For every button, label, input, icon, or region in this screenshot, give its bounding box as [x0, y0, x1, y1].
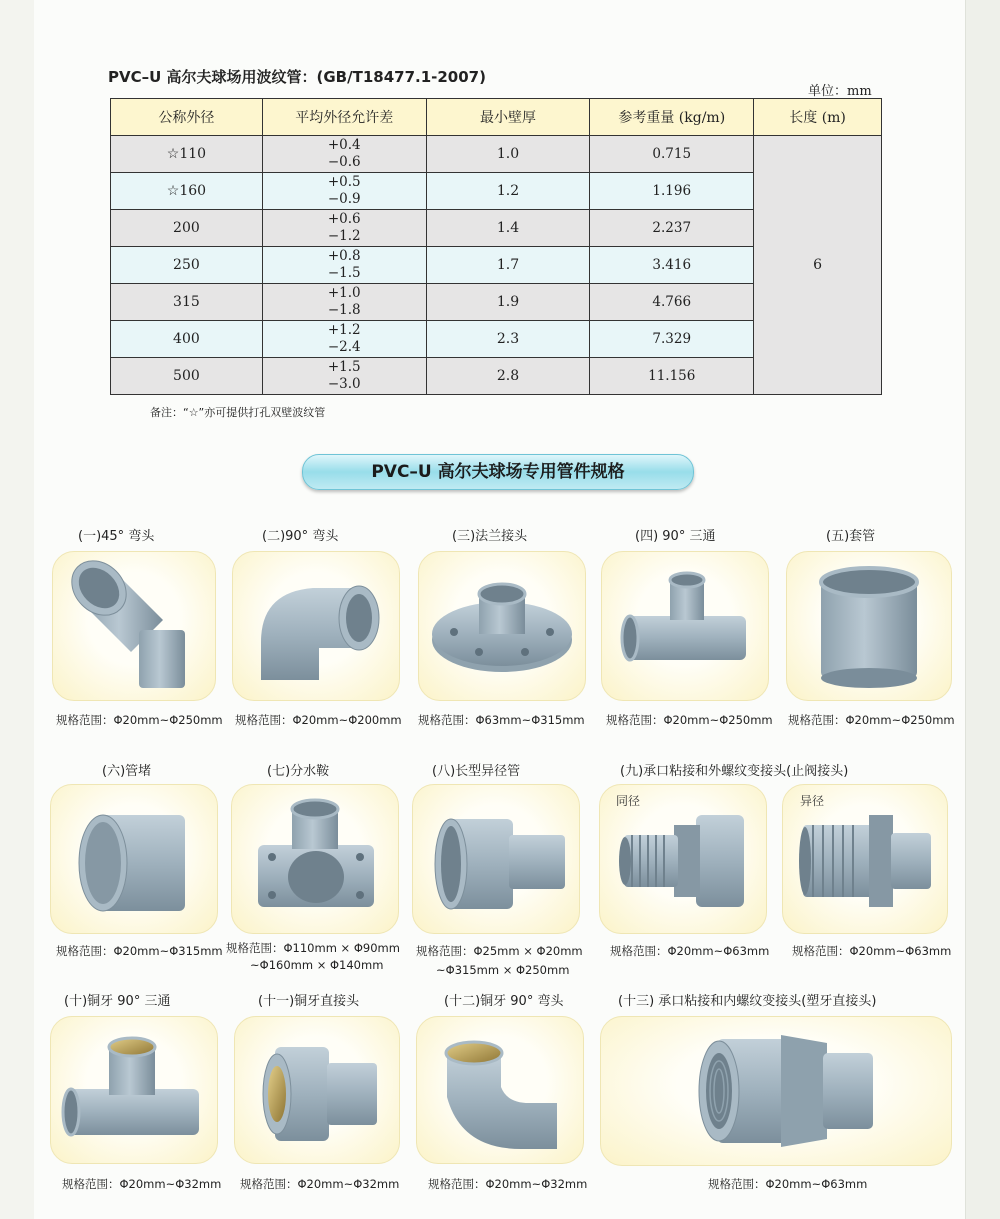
female-adapter-icon — [601, 1017, 951, 1165]
caption-brass-coupling: (十一)铜牙直接头 — [258, 994, 360, 1009]
caption-saddle: (七)分水鞍 — [267, 764, 330, 779]
photo-pipe-cap — [50, 784, 218, 934]
cell-weight: 1.196 — [590, 173, 754, 210]
caption-45-elbow: (一)45° 弯头 — [78, 529, 155, 544]
col-header: 长度 (m) — [754, 99, 882, 136]
cell-wall: 2.8 — [426, 358, 590, 395]
col-header: 参考重量 (kg/m) — [590, 99, 754, 136]
brass-tee-icon — [51, 1017, 217, 1163]
range-90-tee: 规格范围：Φ20mm~Φ250mm — [606, 713, 773, 727]
photo-brass-coupling — [234, 1016, 400, 1164]
table-header-row — [111, 99, 882, 136]
range-male-adapter-same: 规格范围：Φ20mm~Φ63mm — [610, 944, 770, 958]
caption-cap: (六)管堵 — [102, 764, 152, 779]
cell-tolerance: +0.4 −0.6 — [262, 136, 426, 173]
page-right-edge — [965, 0, 1000, 1219]
cell-tolerance: +0.6 −1.2 — [262, 210, 426, 247]
caption-brass-tee: (十)铜牙 90° 三通 — [64, 994, 171, 1009]
cell-diameter: 250 — [111, 247, 263, 284]
flange-icon — [419, 552, 585, 700]
table-row — [111, 136, 882, 173]
photo-90-elbow — [232, 551, 400, 701]
subcaption-reduced-diameter: 异径 — [800, 794, 825, 808]
cell-weight: 0.715 — [590, 136, 754, 173]
cell-wall: 1.2 — [426, 173, 590, 210]
elbow-90-icon — [233, 552, 399, 700]
tee-90-icon — [602, 552, 768, 700]
cell-weight: 2.237 — [590, 210, 754, 247]
cell-diameter: ☆160 — [111, 173, 263, 210]
table-note: 备注：“☆”亦可提供打孔双壁波纹管 — [150, 406, 326, 419]
cell-tolerance: +1.2 −2.4 — [262, 321, 426, 358]
cell-diameter: 500 — [111, 358, 263, 395]
cell-diameter: ☆110 — [111, 136, 263, 173]
range-saddle-2: ~Φ160mm × Φ140mm — [250, 958, 384, 972]
brass-elbow-icon — [417, 1017, 583, 1163]
cell-diameter: 315 — [111, 284, 263, 321]
caption-brass-elbow: (十二)铜牙 90° 弯头 — [444, 994, 564, 1009]
page-left-margin — [0, 0, 34, 1219]
photo-coupling — [786, 551, 952, 701]
cell-tolerance: +0.8 −1.5 — [262, 247, 426, 284]
range-brass-tee: 规格范围：Φ20mm~Φ32mm — [62, 1177, 222, 1191]
cell-diameter: 200 — [111, 210, 263, 247]
photo-45-elbow — [52, 551, 216, 701]
photo-brass-tee — [50, 1016, 218, 1164]
caption-flange: (三)法兰接头 — [452, 529, 528, 544]
photo-reducer — [412, 784, 580, 934]
col-header: 平均外径允许差 — [262, 99, 426, 136]
cell-weight: 7.329 — [590, 321, 754, 358]
range-flange: 规格范围：Φ63mm~Φ315mm — [418, 713, 585, 727]
pipe-cap-icon — [51, 785, 217, 933]
caption-female-adapter: (十三) 承口粘接和内螺纹变接头(塑牙直接头) — [618, 994, 877, 1009]
photo-saddle — [231, 784, 399, 934]
cell-diameter: 400 — [111, 321, 263, 358]
cell-weight: 3.416 — [590, 247, 754, 284]
range-90-elbow: 规格范围：Φ20mm~Φ200mm — [235, 713, 402, 727]
range-reducer-2: ~Φ315mm × Φ250mm — [436, 963, 570, 977]
col-header: 最小壁厚 — [426, 99, 590, 136]
cell-tolerance: +0.5 −0.9 — [262, 173, 426, 210]
elbow-45-icon — [53, 552, 215, 700]
tapping-saddle-icon — [232, 785, 398, 933]
cell-weight: 4.766 — [590, 284, 754, 321]
coupling-icon — [787, 552, 951, 700]
caption-male-adapter: (九)承口粘接和外螺纹变接头(止阀接头) — [620, 764, 849, 779]
range-brass-elbow: 规格范围：Φ20mm~Φ32mm — [428, 1177, 588, 1191]
range-saddle-1: 规格范围：Φ110mm × Φ90mm — [226, 941, 400, 955]
caption-reducer: (八)长型异径管 — [432, 764, 521, 779]
long-reducer-icon — [413, 785, 579, 933]
brass-straight-icon — [235, 1017, 399, 1163]
cell-wall: 1.7 — [426, 247, 590, 284]
photo-brass-elbow — [416, 1016, 584, 1164]
range-female-adapter: 规格范围：Φ20mm~Φ63mm — [708, 1177, 868, 1191]
col-header: 公称外径 — [111, 99, 263, 136]
range-brass-coupling: 规格范围：Φ20mm~Φ32mm — [240, 1177, 400, 1191]
range-coupling: 规格范围：Φ20mm~Φ250mm — [788, 713, 955, 727]
range-45-elbow: 规格范围：Φ20mm~Φ250mm — [56, 713, 223, 727]
cell-length: 6 — [754, 136, 882, 395]
cell-wall: 1.9 — [426, 284, 590, 321]
range-reducer-1: 规格范围：Φ25mm × Φ20mm — [416, 944, 583, 958]
cell-wall: 1.0 — [426, 136, 590, 173]
caption-90-elbow: (二)90° 弯头 — [262, 529, 339, 544]
page-title: PVC–U 高尔夫球场用波纹管：(GB/T18477.1-2007) — [108, 68, 486, 86]
cell-tolerance: +1.5 −3.0 — [262, 358, 426, 395]
photo-flange — [418, 551, 586, 701]
spec-table — [110, 98, 882, 395]
cell-wall: 2.3 — [426, 321, 590, 358]
section-banner: PVC–U 高尔夫球场专用管件规格 — [302, 454, 694, 490]
cell-wall: 1.4 — [426, 210, 590, 247]
photo-90-tee — [601, 551, 769, 701]
subcaption-same-diameter: 同径 — [616, 794, 641, 808]
range-male-adapter-reduced: 规格范围：Φ20mm~Φ63mm — [792, 944, 952, 958]
range-cap: 规格范围：Φ20mm~Φ315mm — [56, 944, 223, 958]
caption-coupling: (五)套管 — [826, 529, 876, 544]
unit-label: 单位：mm — [808, 84, 872, 99]
caption-90-tee: (四) 90° 三通 — [635, 529, 716, 544]
cell-weight: 11.156 — [590, 358, 754, 395]
cell-tolerance: +1.0 −1.8 — [262, 284, 426, 321]
photo-female-adapter — [600, 1016, 952, 1166]
